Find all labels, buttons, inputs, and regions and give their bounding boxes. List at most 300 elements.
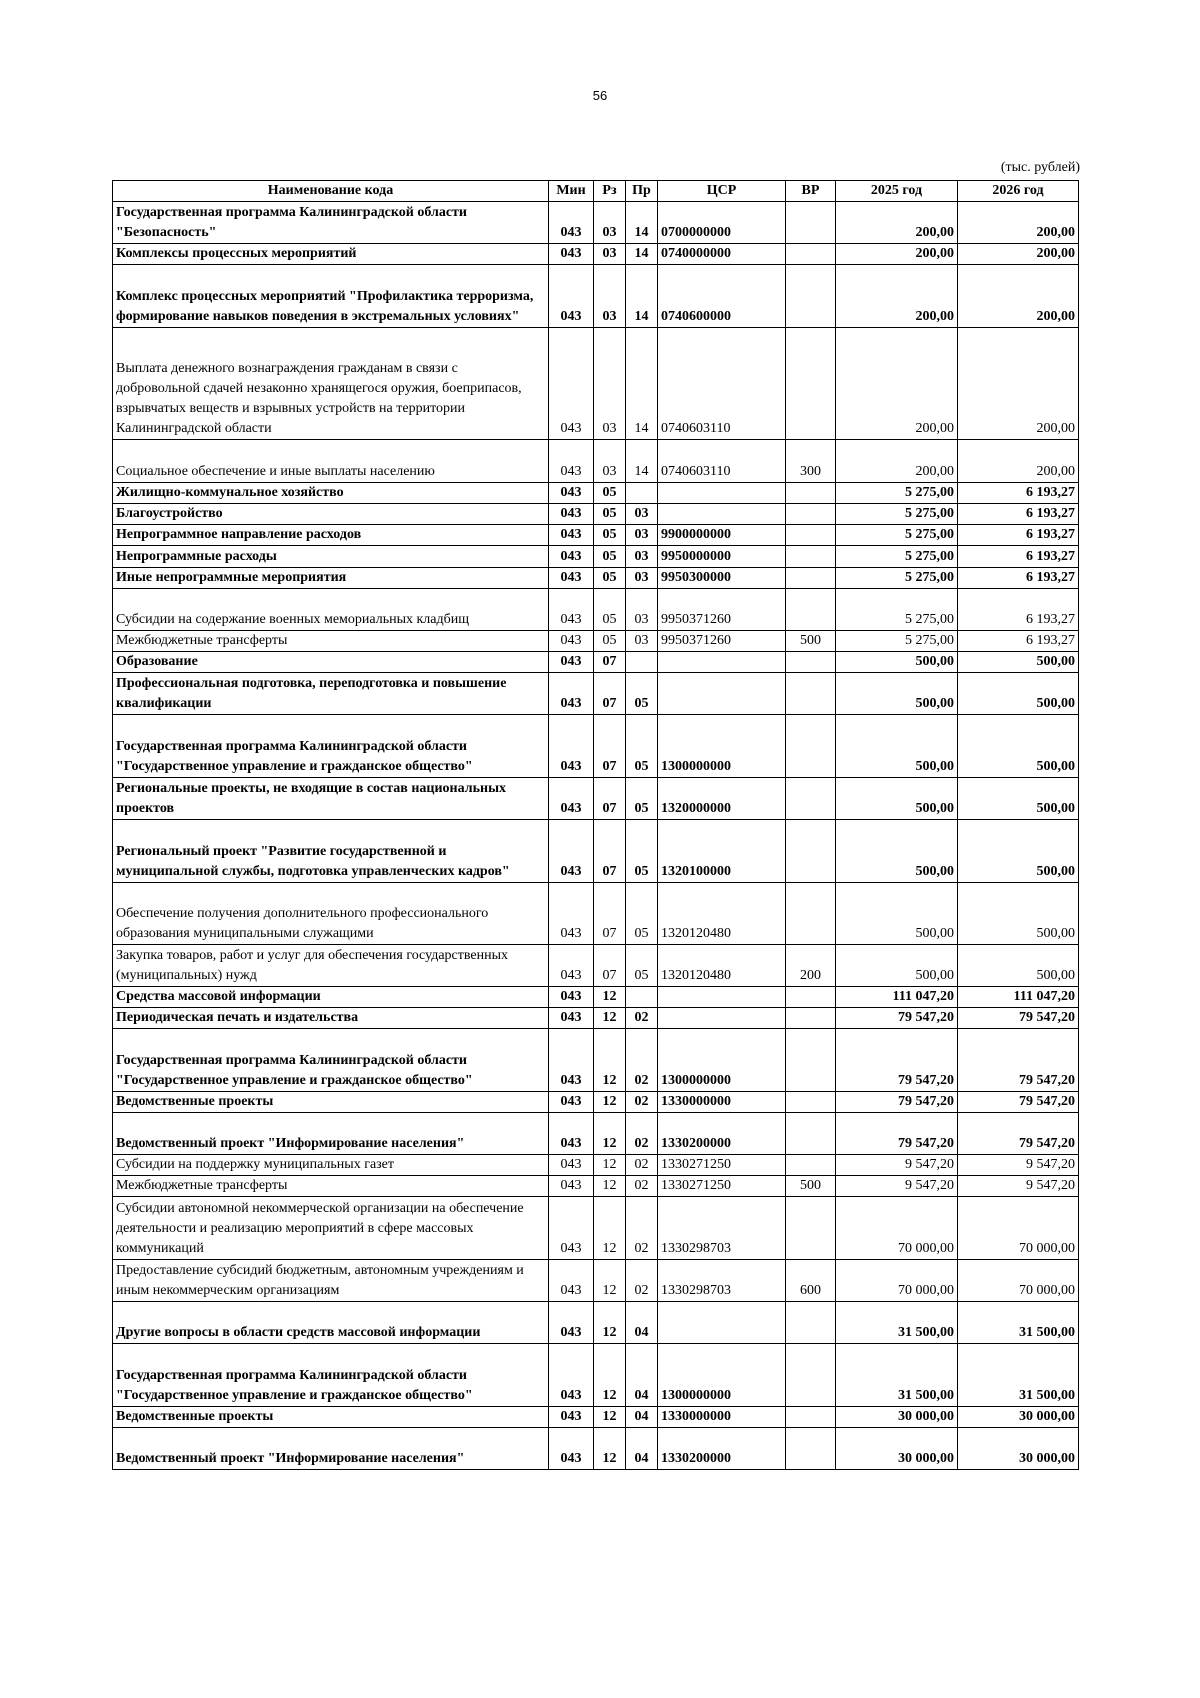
- table-row: [113, 1302, 1079, 1344]
- cell-csr: 9950371260: [658, 589, 786, 631]
- cell-vr: [786, 778, 836, 820]
- cell-rz: 05: [594, 525, 626, 546]
- cell-name: Периодическая печать и издательства: [113, 1008, 549, 1029]
- cell-min: 043: [549, 1113, 594, 1155]
- cell-rz: 12: [594, 1176, 626, 1197]
- cell-csr: [658, 673, 786, 715]
- cell-min: 043: [549, 202, 594, 244]
- cell-csr: [658, 504, 786, 525]
- cell-vr: [786, 483, 836, 504]
- cell-min: 043: [549, 631, 594, 652]
- header-2026: 2026 год: [958, 181, 1079, 202]
- table-row: [113, 1344, 1079, 1407]
- cell-rz: 12: [594, 1344, 626, 1407]
- cell-csr: 9950000000: [658, 546, 786, 568]
- cell-2026: 200,00: [958, 265, 1079, 328]
- cell-csr: 1330200000: [658, 1428, 786, 1470]
- cell-2025: 79 547,20: [836, 1008, 958, 1029]
- table-row: [113, 440, 1079, 483]
- cell-name: Субсидии автономной некоммерческой организации на обеспечение деятельности и реализацию мероприятий в сфере массовых коммуникаций: [113, 1197, 549, 1260]
- cell-rz: 03: [594, 202, 626, 244]
- cell-min: 043: [549, 820, 594, 883]
- table-row: [113, 244, 1079, 265]
- cell-2025: 200,00: [836, 202, 958, 244]
- cell-2025: 500,00: [836, 820, 958, 883]
- cell-2026: 79 547,20: [958, 1008, 1079, 1029]
- cell-pr: 03: [626, 568, 658, 589]
- cell-2025: 5 275,00: [836, 483, 958, 504]
- cell-2025: 31 500,00: [836, 1302, 958, 1344]
- cell-pr: 04: [626, 1407, 658, 1428]
- cell-name: Ведомственный проект "Информирование населения": [113, 1113, 549, 1155]
- cell-2026: 200,00: [958, 328, 1079, 440]
- cell-min: 043: [549, 483, 594, 504]
- cell-vr: [786, 568, 836, 589]
- cell-vr: 300: [786, 440, 836, 483]
- cell-csr: 0740000000: [658, 244, 786, 265]
- table-body: [113, 202, 1079, 1470]
- table-row: [113, 1260, 1079, 1302]
- header-pr: Пр: [626, 181, 658, 202]
- cell-csr: 1320100000: [658, 820, 786, 883]
- cell-name: Субсидии на содержание военных мемориальных кладбищ: [113, 589, 549, 631]
- cell-2026: 31 500,00: [958, 1302, 1079, 1344]
- cell-name: Государственная программа Калининградской области "Государственное управление и гражданское общество": [113, 1029, 549, 1092]
- cell-csr: 1320000000: [658, 778, 786, 820]
- cell-pr: 02: [626, 1092, 658, 1113]
- cell-rz: 03: [594, 328, 626, 440]
- cell-name: Комплексы процессных мероприятий: [113, 244, 549, 265]
- cell-2026: 6 193,27: [958, 546, 1079, 568]
- table-row: [113, 631, 1079, 652]
- cell-2025: 9 547,20: [836, 1155, 958, 1176]
- cell-rz: 07: [594, 652, 626, 673]
- cell-rz: 07: [594, 778, 626, 820]
- cell-csr: [658, 652, 786, 673]
- cell-csr: [658, 483, 786, 504]
- table-row: [113, 778, 1079, 820]
- cell-rz: 12: [594, 1407, 626, 1428]
- cell-name: Государственная программа Калининградской области "Безопасность": [113, 202, 549, 244]
- cell-pr: 05: [626, 945, 658, 987]
- cell-min: 043: [549, 883, 594, 945]
- cell-vr: [786, 1197, 836, 1260]
- cell-2026: 70 000,00: [958, 1197, 1079, 1260]
- cell-vr: [786, 715, 836, 778]
- table-row: [113, 1407, 1079, 1428]
- cell-min: 043: [549, 778, 594, 820]
- cell-name: Субсидии на поддержку муниципальных газет: [113, 1155, 549, 1176]
- cell-2026: 79 547,20: [958, 1092, 1079, 1113]
- cell-min: 043: [549, 504, 594, 525]
- cell-2025: 5 275,00: [836, 631, 958, 652]
- cell-2026: 6 193,27: [958, 568, 1079, 589]
- cell-2025: 79 547,20: [836, 1113, 958, 1155]
- cell-2026: 9 547,20: [958, 1155, 1079, 1176]
- cell-vr: [786, 1029, 836, 1092]
- cell-min: 043: [549, 715, 594, 778]
- cell-2026: 70 000,00: [958, 1260, 1079, 1302]
- cell-csr: 1330271250: [658, 1155, 786, 1176]
- cell-2025: 30 000,00: [836, 1407, 958, 1428]
- cell-csr: 1330200000: [658, 1113, 786, 1155]
- cell-vr: 500: [786, 631, 836, 652]
- cell-2025: 5 275,00: [836, 589, 958, 631]
- cell-name: Иные непрограммные мероприятия: [113, 568, 549, 589]
- cell-min: 043: [549, 1176, 594, 1197]
- cell-name: Государственная программа Калининградской области "Государственное управление и гражданское общество": [113, 715, 549, 778]
- header-rz: Рз: [594, 181, 626, 202]
- cell-min: 043: [549, 1092, 594, 1113]
- cell-csr: 0740603110: [658, 328, 786, 440]
- cell-rz: 03: [594, 440, 626, 483]
- cell-min: 043: [549, 652, 594, 673]
- cell-2026: 9 547,20: [958, 1176, 1079, 1197]
- cell-rz: 05: [594, 589, 626, 631]
- cell-vr: 600: [786, 1260, 836, 1302]
- cell-rz: 07: [594, 883, 626, 945]
- cell-name: Ведомственные проекты: [113, 1407, 549, 1428]
- cell-csr: 1330298703: [658, 1197, 786, 1260]
- cell-pr: 04: [626, 1428, 658, 1470]
- cell-pr: 03: [626, 631, 658, 652]
- cell-2026: 6 193,27: [958, 504, 1079, 525]
- table-row: [113, 820, 1079, 883]
- table-row: [113, 1092, 1079, 1113]
- cell-min: 043: [549, 1407, 594, 1428]
- table-row: [113, 883, 1079, 945]
- cell-vr: [786, 1113, 836, 1155]
- page-number: 56: [592, 88, 608, 103]
- header-min: Мин: [549, 181, 594, 202]
- cell-vr: [786, 883, 836, 945]
- cell-pr: 02: [626, 1176, 658, 1197]
- cell-csr: 9950371260: [658, 631, 786, 652]
- cell-2025: 79 547,20: [836, 1092, 958, 1113]
- cell-name: Профессиональная подготовка, переподготовка и повышение квалификации: [113, 673, 549, 715]
- cell-min: 043: [549, 1029, 594, 1092]
- cell-pr: 05: [626, 673, 658, 715]
- cell-2025: 79 547,20: [836, 1029, 958, 1092]
- cell-rz: 05: [594, 568, 626, 589]
- cell-min: 043: [549, 987, 594, 1008]
- table-header-row: [113, 181, 1079, 202]
- cell-csr: 1320120480: [658, 883, 786, 945]
- cell-name: Закупка товаров, работ и услуг для обеспечения государственных (муниципальных) нужд: [113, 945, 549, 987]
- cell-name: Средства массовой информации: [113, 987, 549, 1008]
- cell-rz: 12: [594, 1197, 626, 1260]
- table-row: [113, 1029, 1079, 1092]
- cell-2026: 500,00: [958, 820, 1079, 883]
- cell-vr: [786, 1428, 836, 1470]
- cell-pr: 03: [626, 525, 658, 546]
- cell-rz: 12: [594, 1428, 626, 1470]
- cell-pr: 04: [626, 1344, 658, 1407]
- cell-rz: 12: [594, 1302, 626, 1344]
- table-row: [113, 715, 1079, 778]
- cell-csr: [658, 1302, 786, 1344]
- cell-name: Ведомственный проект "Информирование населения": [113, 1428, 549, 1470]
- cell-2026: 500,00: [958, 652, 1079, 673]
- cell-rz: 12: [594, 1155, 626, 1176]
- cell-min: 043: [549, 328, 594, 440]
- cell-vr: [786, 820, 836, 883]
- cell-2026: 6 193,27: [958, 589, 1079, 631]
- cell-2025: 500,00: [836, 945, 958, 987]
- table-row: [113, 265, 1079, 328]
- cell-2025: 9 547,20: [836, 1176, 958, 1197]
- cell-vr: [786, 652, 836, 673]
- cell-rz: 05: [594, 546, 626, 568]
- cell-rz: 12: [594, 987, 626, 1008]
- cell-csr: 9950300000: [658, 568, 786, 589]
- cell-name: Выплата денежного вознаграждения гражданам в связи с добровольной сдачей незаконно хранящегося оружия, боеприпасов, взрывчатых веществ и взрывных устройств на территории Калининградской области: [113, 328, 549, 440]
- cell-2025: 500,00: [836, 673, 958, 715]
- cell-rz: 05: [594, 504, 626, 525]
- cell-min: 043: [549, 1302, 594, 1344]
- table-row: [113, 945, 1079, 987]
- cell-pr: 02: [626, 1113, 658, 1155]
- cell-2026: 500,00: [958, 945, 1079, 987]
- cell-name: Комплекс процессных мероприятий "Профилактика терроризма, формирование навыков поведения в экстремальных условиях": [113, 265, 549, 328]
- cell-rz: 12: [594, 1008, 626, 1029]
- cell-min: 043: [549, 1008, 594, 1029]
- cell-2026: 6 193,27: [958, 525, 1079, 546]
- cell-csr: 1330000000: [658, 1092, 786, 1113]
- cell-min: 043: [549, 1428, 594, 1470]
- cell-2026: 500,00: [958, 715, 1079, 778]
- cell-2026: 6 193,27: [958, 483, 1079, 504]
- cell-2026: 79 547,20: [958, 1113, 1079, 1155]
- cell-rz: 12: [594, 1113, 626, 1155]
- cell-2026: 500,00: [958, 778, 1079, 820]
- cell-2025: 5 275,00: [836, 525, 958, 546]
- cell-pr: 02: [626, 1260, 658, 1302]
- table-row: [113, 652, 1079, 673]
- cell-2025: 70 000,00: [836, 1260, 958, 1302]
- cell-2026: 79 547,20: [958, 1029, 1079, 1092]
- cell-2026: 111 047,20: [958, 987, 1079, 1008]
- cell-pr: 14: [626, 440, 658, 483]
- cell-pr: 02: [626, 1008, 658, 1029]
- cell-2025: 70 000,00: [836, 1197, 958, 1260]
- cell-pr: 03: [626, 504, 658, 525]
- cell-min: 043: [549, 440, 594, 483]
- cell-csr: 1330271250: [658, 1176, 786, 1197]
- table-row: [113, 504, 1079, 525]
- cell-name: Жилищно-коммунальное хозяйство: [113, 483, 549, 504]
- cell-pr: [626, 987, 658, 1008]
- cell-2025: 500,00: [836, 883, 958, 945]
- cell-name: Непрограммное направление расходов: [113, 525, 549, 546]
- cell-rz: 12: [594, 1092, 626, 1113]
- cell-2025: 31 500,00: [836, 1344, 958, 1407]
- cell-2026: 30 000,00: [958, 1428, 1079, 1470]
- cell-pr: [626, 652, 658, 673]
- cell-2026: 500,00: [958, 883, 1079, 945]
- table-row: [113, 546, 1079, 568]
- cell-vr: [786, 525, 836, 546]
- cell-csr: 1320120480: [658, 945, 786, 987]
- cell-min: 043: [549, 945, 594, 987]
- cell-vr: [786, 202, 836, 244]
- cell-vr: [786, 1008, 836, 1029]
- cell-csr: 1300000000: [658, 1029, 786, 1092]
- cell-rz: 12: [594, 1029, 626, 1092]
- table-row: [113, 483, 1079, 504]
- table-row: [113, 673, 1079, 715]
- cell-vr: [786, 504, 836, 525]
- cell-name: Предоставление субсидий бюджетным, автономным учреждениям и иным некоммерческим организациям: [113, 1260, 549, 1302]
- units-label: (тыс. рублей): [1000, 160, 1080, 175]
- table-row: [113, 1428, 1079, 1470]
- cell-rz: 07: [594, 715, 626, 778]
- cell-name: Государственная программа Калининградской области "Государственное управление и гражданское общество": [113, 1344, 549, 1407]
- cell-pr: 02: [626, 1197, 658, 1260]
- cell-name: Непрограммные расходы: [113, 546, 549, 568]
- cell-2025: 5 275,00: [836, 568, 958, 589]
- table-row: [113, 328, 1079, 440]
- cell-2025: 5 275,00: [836, 504, 958, 525]
- cell-2025: 200,00: [836, 265, 958, 328]
- cell-pr: 05: [626, 883, 658, 945]
- cell-min: 043: [549, 568, 594, 589]
- cell-rz: 05: [594, 631, 626, 652]
- cell-vr: [786, 1302, 836, 1344]
- cell-pr: 14: [626, 328, 658, 440]
- cell-min: 043: [549, 1344, 594, 1407]
- cell-rz: 07: [594, 820, 626, 883]
- cell-2026: 500,00: [958, 673, 1079, 715]
- cell-2026: 6 193,27: [958, 631, 1079, 652]
- cell-vr: 500: [786, 1176, 836, 1197]
- cell-csr: 1300000000: [658, 1344, 786, 1407]
- cell-vr: [786, 265, 836, 328]
- cell-min: 043: [549, 1260, 594, 1302]
- cell-rz: 07: [594, 673, 626, 715]
- cell-vr: [786, 546, 836, 568]
- table-row: [113, 1113, 1079, 1155]
- cell-rz: 07: [594, 945, 626, 987]
- cell-name: Образование: [113, 652, 549, 673]
- cell-2026: 200,00: [958, 202, 1079, 244]
- header-2025: 2025 год: [836, 181, 958, 202]
- cell-min: 043: [549, 244, 594, 265]
- cell-2025: 500,00: [836, 715, 958, 778]
- cell-2026: 30 000,00: [958, 1407, 1079, 1428]
- cell-vr: [786, 1344, 836, 1407]
- cell-vr: [786, 589, 836, 631]
- cell-name: Обеспечение получения дополнительного профессионального образования муниципальными служащими: [113, 883, 549, 945]
- cell-name: Региональные проекты, не входящие в состав национальных проектов: [113, 778, 549, 820]
- cell-csr: [658, 987, 786, 1008]
- cell-pr: 05: [626, 820, 658, 883]
- cell-2026: 200,00: [958, 440, 1079, 483]
- cell-vr: 200: [786, 945, 836, 987]
- table-row: [113, 589, 1079, 631]
- cell-2025: 200,00: [836, 440, 958, 483]
- cell-csr: 1330000000: [658, 1407, 786, 1428]
- cell-name: Межбюджетные трансферты: [113, 1176, 549, 1197]
- cell-min: 043: [549, 673, 594, 715]
- header-vr: ВР: [786, 181, 836, 202]
- cell-pr: 05: [626, 778, 658, 820]
- budget-table: [112, 180, 1079, 1470]
- cell-name: Ведомственные проекты: [113, 1092, 549, 1113]
- cell-min: 043: [549, 525, 594, 546]
- cell-vr: [786, 1407, 836, 1428]
- cell-name: Межбюджетные трансферты: [113, 631, 549, 652]
- cell-pr: 03: [626, 546, 658, 568]
- header-name: Наименование кода: [113, 181, 549, 202]
- cell-pr: 04: [626, 1302, 658, 1344]
- cell-2025: 5 275,00: [836, 546, 958, 568]
- cell-min: 043: [549, 546, 594, 568]
- cell-vr: [786, 1092, 836, 1113]
- cell-vr: [786, 987, 836, 1008]
- cell-vr: [786, 673, 836, 715]
- cell-2025: 30 000,00: [836, 1428, 958, 1470]
- cell-min: 043: [549, 1155, 594, 1176]
- cell-vr: [786, 328, 836, 440]
- cell-2025: 200,00: [836, 328, 958, 440]
- cell-rz: 05: [594, 483, 626, 504]
- cell-vr: [786, 244, 836, 265]
- cell-name: Социальное обеспечение и иные выплаты населению: [113, 440, 549, 483]
- table-row: [113, 1155, 1079, 1176]
- cell-2026: 200,00: [958, 244, 1079, 265]
- cell-2025: 500,00: [836, 652, 958, 673]
- cell-min: 043: [549, 265, 594, 328]
- table-row: [113, 525, 1079, 546]
- cell-csr: 0700000000: [658, 202, 786, 244]
- cell-rz: 12: [594, 1260, 626, 1302]
- cell-rz: 03: [594, 244, 626, 265]
- cell-min: 043: [549, 589, 594, 631]
- cell-pr: 14: [626, 265, 658, 328]
- cell-pr: 14: [626, 244, 658, 265]
- cell-vr: [786, 1155, 836, 1176]
- header-csr: ЦСР: [658, 181, 786, 202]
- cell-2025: 200,00: [836, 244, 958, 265]
- cell-csr: 0740603110: [658, 440, 786, 483]
- cell-csr: [658, 1008, 786, 1029]
- cell-min: 043: [549, 1197, 594, 1260]
- cell-csr: 1330298703: [658, 1260, 786, 1302]
- cell-2025: 111 047,20: [836, 987, 958, 1008]
- table-row: [113, 987, 1079, 1008]
- cell-pr: 05: [626, 715, 658, 778]
- cell-name: Другие вопросы в области средств массовой информации: [113, 1302, 549, 1344]
- table-row: [113, 568, 1079, 589]
- table-row: [113, 1176, 1079, 1197]
- cell-csr: 1300000000: [658, 715, 786, 778]
- cell-name: Региональный проект "Развитие государственной и муниципальной службы, подготовка управленческих кадров": [113, 820, 549, 883]
- cell-2025: 500,00: [836, 778, 958, 820]
- table-row: [113, 202, 1079, 244]
- table-row: [113, 1008, 1079, 1029]
- cell-rz: 03: [594, 265, 626, 328]
- cell-2026: 31 500,00: [958, 1344, 1079, 1407]
- cell-name: Благоустройство: [113, 504, 549, 525]
- cell-pr: 03: [626, 589, 658, 631]
- cell-csr: 9900000000: [658, 525, 786, 546]
- table-row: [113, 1197, 1079, 1260]
- cell-pr: [626, 483, 658, 504]
- cell-csr: 0740600000: [658, 265, 786, 328]
- cell-pr: 02: [626, 1029, 658, 1092]
- cell-pr: 14: [626, 202, 658, 244]
